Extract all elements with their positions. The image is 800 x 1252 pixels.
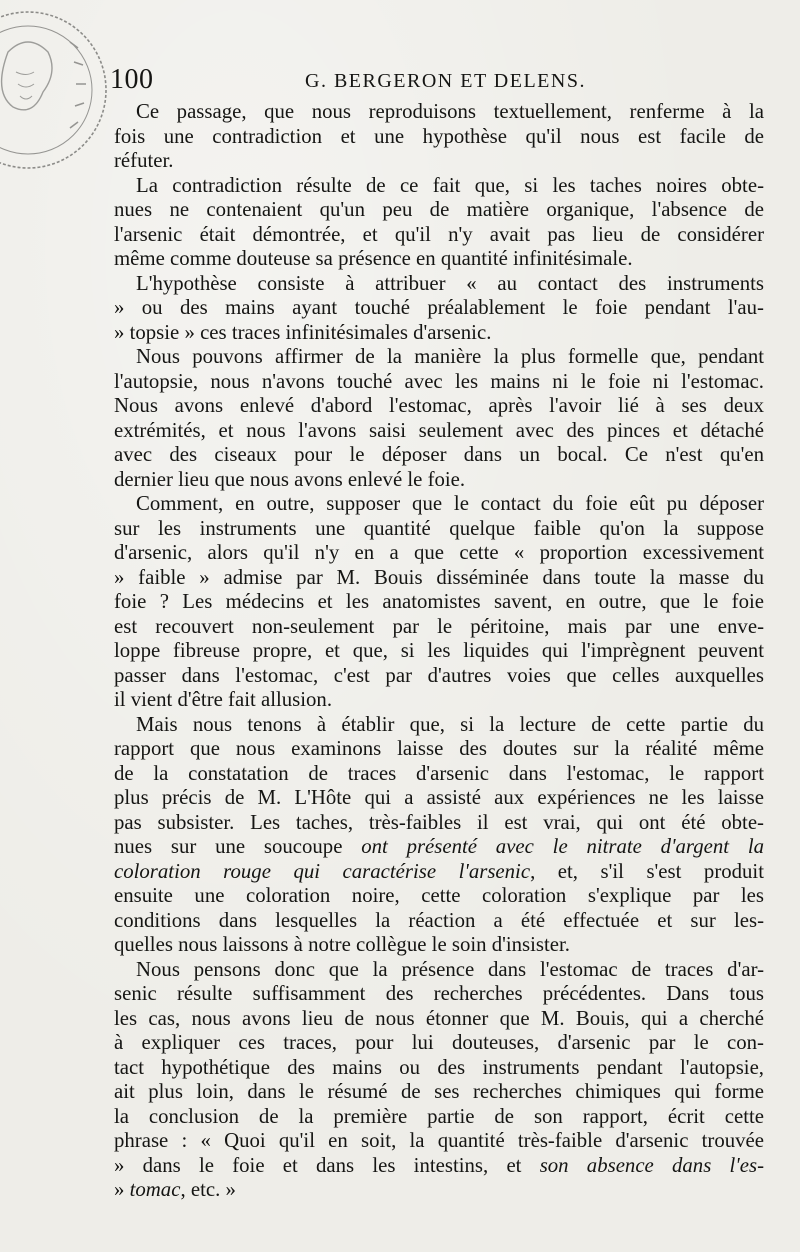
text-line [114,835,764,860]
text-line [114,1129,764,1154]
text-line [114,1007,764,1032]
line-text: rapport que nous examinons laisse des doutes sur la réalité même [114,737,764,760]
text-line [114,1178,764,1203]
line-text: Comment, en outre, supposer que le contact du foie eût pu déposer [136,492,764,515]
line-text: » [114,1178,130,1201]
text-line [114,909,764,934]
text-line [114,198,764,223]
italic-text: ont présenté avec le nitrate d'argent la [361,835,764,858]
line-text: Nous avons enlevé d'abord l'estomac, après l'avoir lié à ses deux [114,394,764,417]
line-text: même comme douteuse sa présence en quantité infinitésimale. [114,247,633,270]
text-line [114,1154,764,1179]
text-line [114,982,764,1007]
text-line [114,492,764,517]
text-line [114,223,764,248]
line-text: nues sur une soucoupe [114,835,362,858]
text-line [114,762,764,787]
line-text: conditions dans lesquelles la réaction a été effectuée et sur les- [114,908,764,932]
line-text: quelles nous laissons à notre collègue le soin d'insister. [114,933,571,956]
text-line [114,247,764,272]
running-head: G. BERGERON ET DELENS. [305,70,586,92]
line-text: l'arsenic était démontrée, et qu'il n'y avait pas lieu de considérer [114,222,764,246]
line-text: Ce passage, que nous reproduisons textuellement, renferme à la [136,100,764,123]
text-line [114,100,764,125]
line-text: ait plus loin, dans le résumé de ses recherches chimiques qui forme [114,1080,764,1103]
line-text: ensuite une coloration noire, cette coloration s'explique par les [114,884,764,907]
page-header [110,64,762,98]
line-text: Nous pensons donc que la présence dans l'estomac de traces d'ar- [136,957,764,981]
line-text: senic résulte suffisamment des recherches précédentes. Dans tous [114,982,764,1005]
line-text: de la constatation de traces d'arsenic dans l'estomac, le rapport [114,761,764,785]
text-line [114,345,764,370]
line-text: tact hypothétique des mains ou des instruments pendant l'autopsie, [114,1055,764,1079]
text-line [114,566,764,591]
line-text: à expliquer ces traces, pour lui douteuses, d'arsenic par le con- [114,1031,764,1054]
line-text: l'autopsie, nous n'avons touché avec les mains ni le foie ni l'estomac. [114,369,764,393]
text-line [114,419,764,444]
line-text: Mais nous tenons à établir que, si la lecture de cette partie du [136,712,764,736]
line-text: la conclusion de la première partie de son rapport, écrit cette [114,1104,764,1128]
line-text: plus précis de M. L'Hôte qui a assisté aux expériences ne les laisse [114,786,764,809]
line-text: fois une contradiction et une hypothèse qu'il nous est facile de [114,124,764,148]
line-text: , etc. » [180,1178,236,1201]
text-line [114,884,764,909]
text-line [114,443,764,468]
text-line [114,811,764,836]
line-text: les cas, nous avons lieu de nous étonner que M. Bouis, qui a cherché [114,1006,764,1030]
text-line [114,1056,764,1081]
library-stamp-icon [0,0,118,204]
text-line [114,1105,764,1130]
text-line [114,468,764,493]
text-line [114,713,764,738]
text-line [114,149,764,174]
text-line [114,517,764,542]
line-text: » dans le foie et dans les intestins, et [114,1153,540,1177]
line-text: extrémités, et nous l'avons saisi seulement avec des pinces et détaché [114,418,764,442]
text-line [114,394,764,419]
italic-text: son absence dans l'es- [539,1153,765,1177]
line-text: sur les instruments une quantité quelque faible qu'on la suppose [114,516,764,540]
text-line [114,958,764,983]
text-line [114,860,764,885]
text-line [114,125,764,150]
body-text [114,100,764,1203]
line-text: passer dans l'estomac, c'est par d'autres voies que celles auxquelles [114,663,764,687]
line-text: dernier lieu que nous avons enlevé le foie. [114,467,466,491]
italic-text: coloration rouge qui caractérise l'arsenic [114,859,531,883]
line-text: est recouvert non-seulement par le péritoine, mais par une enve- [114,614,764,638]
line-text: avec des ciseaux pour le déposer dans un bocal. Ce n'est qu'en [114,443,764,466]
text-line [114,1080,764,1105]
text-line [114,590,764,615]
line-text: foie ? Les médecins et les anatomistes savent, en outre, que le foie [114,590,764,613]
line-text: La contradiction résulte de ce fait que, si les taches noires obte- [136,173,764,197]
italic-text: tomac [129,1178,181,1201]
text-line [114,272,764,297]
line-text: réfuter. [114,149,174,172]
text-line [114,737,764,762]
line-text: d'arsenic, alors qu'il n'y en a que cette « proportion excessivement [114,541,764,564]
line-text: » topsie » ces traces infinitésimales d'arsenic. [114,320,492,344]
text-line [114,541,764,566]
text-line [114,664,764,689]
text-line [114,296,764,321]
text-line [114,370,764,395]
line-text: L'hypothèse consiste à attribuer « au contact des instruments [136,271,764,295]
text-line [114,1031,764,1056]
text-line [114,639,764,664]
line-text: pas subsister. Les taches, très-faibles il est vrai, qui ont été obte- [114,810,764,834]
text-line [114,688,764,713]
text-line [114,321,764,346]
line-text: Nous pouvons affirmer de la manière la plus formelle que, pendant [136,345,764,368]
text-line [114,786,764,811]
text-line [114,933,764,958]
page-number: 100 [110,64,154,95]
line-text: loppe fibreuse propre, et que, si les liquides qui l'imprègnent peuvent [114,639,764,662]
line-text: , et, s'il s'est produit [530,859,764,883]
line-text: phrase : « Quoi qu'il en soit, la quantité très-faible d'arsenic trouvée [114,1129,764,1152]
line-text: » ou des mains ayant touché préalablement le foie pendant l'au- [114,296,764,319]
line-text: nues ne contenaient qu'un peu de matière organique, l'absence de [114,198,764,221]
text-line [114,174,764,199]
line-text: » faible » admise par M. Bouis disséminée dans toute la masse du [114,565,764,589]
text-line [114,615,764,640]
line-text: il vient d'être fait allusion. [114,688,333,711]
